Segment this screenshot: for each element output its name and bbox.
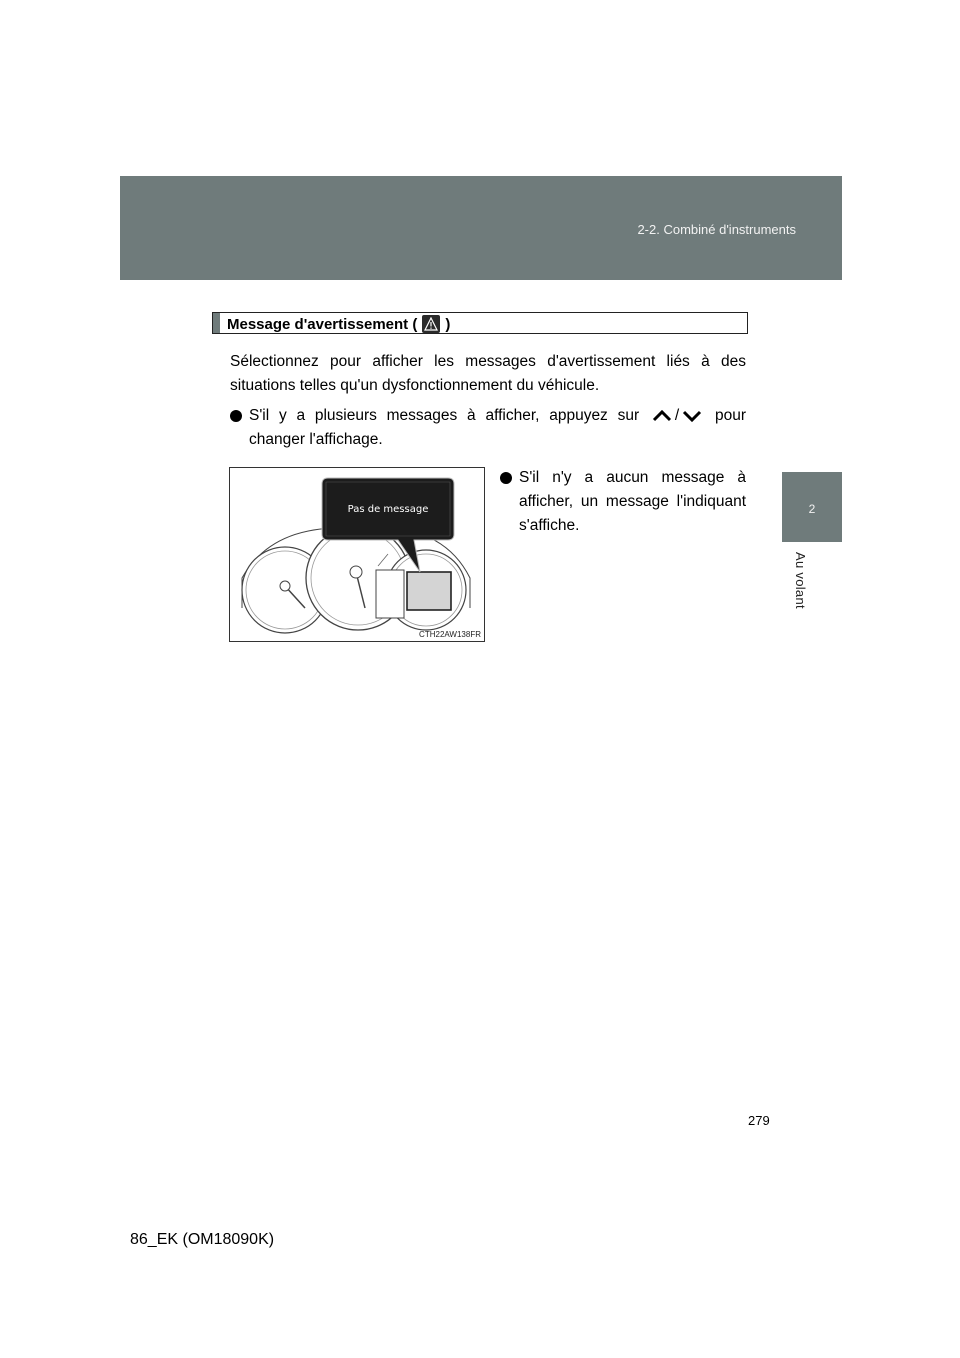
bullet-text: S'il n'y a aucun message à afficher, un message l'indiquant s'affiche. [519, 469, 746, 534]
section-heading-bar [213, 313, 220, 333]
page-number: 279 [748, 1113, 770, 1128]
footer-code: 86_EK (OM18090K) [130, 1231, 275, 1248]
figure-code: CTH22AW138FR [419, 630, 481, 639]
side-chapter-tab [782, 472, 842, 542]
section-title-close: ) [445, 315, 451, 333]
bullet-text-start: S'il y a plusieurs messages à afficher, appuyez sur [249, 407, 640, 424]
section-title-text: Message d'avertissement ( [227, 315, 418, 333]
intro-paragraph: Sélectionnez pour afficher les messages d'avertissement liés à des situations telles qu'un dysfonctionnement du véhicule. [230, 353, 746, 394]
bullet-icon [500, 472, 512, 484]
section-heading-box [212, 312, 748, 334]
chevron-down-icon [681, 409, 703, 423]
chevron-separator: / [674, 407, 680, 424]
bullet-text [249, 404, 746, 452]
bullet-text-end: pour changer l'affichage. [249, 407, 747, 448]
callout-message: Pas de message [347, 504, 429, 515]
chapter-label: Au volant [793, 552, 808, 609]
chapter-number: 2 [808, 502, 816, 516]
header-band [120, 176, 842, 280]
section-title [227, 315, 450, 333]
instrument-cluster-illustration [230, 468, 484, 641]
warning-triangle-icon [422, 315, 440, 333]
header-section-title: 2-2. Combiné d'instruments [637, 222, 796, 237]
list-item [230, 404, 746, 452]
list-item [500, 466, 746, 538]
instrument-cluster-figure [229, 467, 485, 642]
bullet-icon [230, 410, 242, 422]
chevron-up-icon [651, 409, 673, 423]
